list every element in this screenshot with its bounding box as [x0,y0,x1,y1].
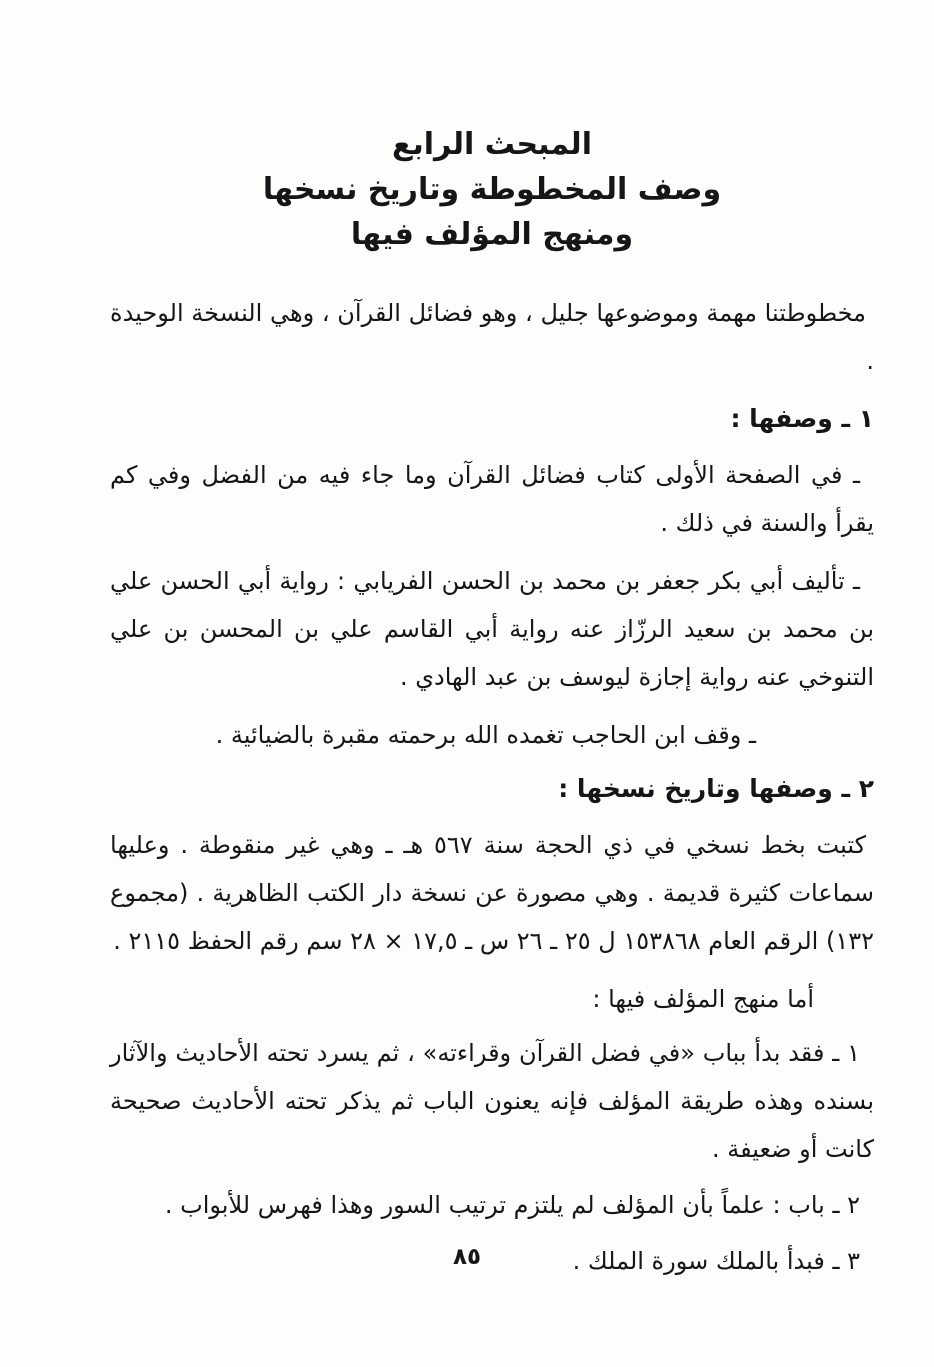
intro-paragraph: مخطوطتنا مهمة وموضوعها جليل ، وهو فضائل القرآن ، وهي النسخة الوحيدة . [110,299,874,375]
method-item-2: ٢ ـ باب : علماً بأن المؤلف لم يلتزم ترتيب السور وهذا فهرس للأبواب . [164,1191,860,1219]
section-heading-description: ١ ـ وصفها : [730,404,874,433]
copy-description-paragraph: كتبت بخط نسخي في ذي الحجة سنة ٥٦٧ هـ ـ وهي غير منقوطة . وعليها سماعات كثيرة قديمة . وهي مصورة عن نسخة دار الكتب الظاهرية . (مجموع ١٣٢) الرقم العام ١٥٣٨٦٨ ل ٢٥ ـ ٢٦ س ـ ١٧,٥ × ٢٨ سم رقم الحفظ ٢١١٥ . [110,831,874,955]
chapter-title [110,122,874,257]
method-item-1: ١ ـ فقد بدأ بباب «في فضل القرآن وقراءته» ، ثم يسرد تحته الأحاديث والآثار بسنده وهذه طريقة المؤلف فإنه يعنون الباب ثم يذكر تحته الأحاديث صحيحة كانت أو ضعيفة . [110,1039,874,1163]
method-intro-line: أما منهج المؤلف فيها : [592,985,814,1013]
chapter-title-line-1: المبحث الرابع [392,127,592,162]
first-page-note-paragraph: ـ في الصفحة الأولى كتاب فضائل القرآن وما جاء فيه من الفضل وفي كم يقرأ والسنة في ذلك . [110,461,874,537]
waqf-note-paragraph: ـ وقف ابن الحاجب تغمده الله برحمته مقبرة بالضيائية . [215,721,756,749]
method-item-3: ٣ ـ فبدأ بالملك سورة الملك . [572,1247,860,1275]
page-number: ٨٥ [452,1244,482,1270]
chapter-title-line-2: وصف المخطوطة وتاريخ نسخها [262,172,722,207]
authorship-paragraph: ـ تأليف أبي بكر جعفر بن محمد بن الحسن الفريابي : رواية أبي الحسن علي بن محمد بن سعيد الرزّاز عنه رواية أبي القاسم علي بن المحسن بن علي التنوخي عنه رواية إجازة ليوسف بن عبد الهادي . [110,567,874,691]
chapter-title-line-3: ومنهج المؤلف فيها [350,217,634,252]
section-heading-copy-date: ٢ ـ وصفها وتاريخ نسخها : [558,774,874,803]
